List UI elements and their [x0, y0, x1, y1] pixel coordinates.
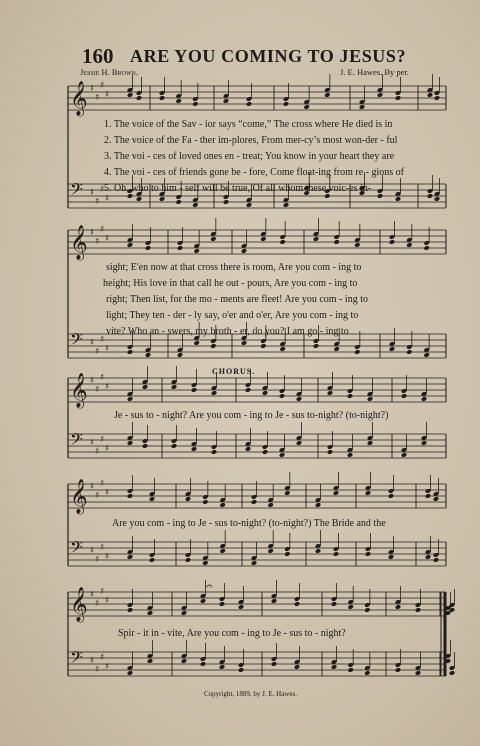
note-head [364, 670, 370, 676]
bass-clef-icon: 𝄢 [70, 429, 83, 453]
note-head [315, 502, 321, 508]
sharp-icon: ♯ [95, 665, 100, 675]
note-head [262, 449, 268, 455]
note-head [389, 239, 395, 245]
note-head [406, 242, 412, 248]
note-head [365, 551, 371, 557]
note-head [193, 248, 199, 254]
note-head [260, 343, 266, 349]
treble-clef-icon: 𝄞 [70, 81, 88, 116]
note-head [219, 601, 225, 607]
bass-clef-icon: 𝄢 [70, 329, 83, 353]
note-head [389, 346, 395, 352]
note-head [175, 199, 181, 205]
note-head [449, 670, 455, 676]
note-head [145, 245, 151, 251]
note-head [245, 387, 251, 393]
note-head [327, 449, 333, 455]
note-head [191, 387, 197, 393]
hymn-title: ARE YOU COMING TO JESUS? [130, 46, 407, 66]
note-head [200, 598, 206, 604]
note-head [142, 443, 148, 449]
note-head [142, 384, 148, 390]
note-head [333, 239, 339, 245]
treble-clef-icon: 𝄞 [70, 373, 88, 408]
note-head [171, 384, 177, 390]
note-head [401, 452, 407, 458]
sharp-icon: ♯ [95, 347, 100, 357]
note-head [367, 396, 373, 402]
sharp-icon: ♯ [105, 444, 110, 454]
note-head [279, 239, 285, 245]
note-head [238, 604, 244, 610]
note-head [434, 95, 440, 101]
sharp-icon: ♯ [95, 237, 100, 247]
note-head [267, 502, 273, 508]
note-head [423, 245, 429, 251]
note-head [294, 601, 300, 607]
note-head [267, 548, 273, 554]
sharp-icon: ♯ [105, 596, 110, 606]
sharp-icon: ♯ [100, 335, 105, 345]
bass-clef-icon: 𝄢 [70, 179, 83, 203]
note-head [315, 548, 321, 554]
hymn-number: 160 [82, 44, 114, 68]
note-head [427, 193, 433, 199]
verse-3-continuation: right; Then list, for the mo - ments are fleet! Are you com - ing to [106, 294, 368, 305]
note-head [331, 664, 337, 670]
sharp-icon: ♯ [105, 488, 110, 498]
note-head [367, 440, 373, 446]
sharp-icon: ♯ [95, 599, 100, 609]
note-head [421, 440, 427, 446]
note-head [238, 667, 244, 673]
sharp-icon: ♯ [95, 447, 100, 457]
note-head [219, 548, 225, 554]
note-head [284, 551, 290, 557]
note-head [127, 554, 133, 560]
note-head [347, 393, 353, 399]
chorus-line-1: Je - sus to - night? Are you com - ing to Je - sus to-night? (to-night?) [114, 410, 389, 421]
sharp-icon: ♯ [100, 653, 105, 663]
note-head [347, 667, 353, 673]
note-head [395, 95, 401, 101]
note-head [434, 196, 440, 202]
composer-credit: J. E. Hawes. By per. [340, 67, 409, 77]
verse-3-line: 3. The voi - ces of loved ones en - treat; You know in your heart they are [104, 151, 395, 162]
note-head [283, 202, 289, 208]
note-head [365, 490, 371, 496]
verse-5-line: 5. Oh, who to him - self will be true, Of all whom these voic-es in- [104, 183, 372, 194]
sharp-icon: ♯ [100, 225, 105, 235]
sharp-icon: ♯ [105, 382, 110, 392]
note-head [279, 346, 285, 352]
sharp-icon: ♯ [105, 344, 110, 354]
note-head [347, 452, 353, 458]
note-head [245, 446, 251, 452]
note-head [191, 446, 197, 452]
note-head [136, 196, 142, 202]
note-head [425, 554, 431, 560]
note-head [127, 193, 133, 199]
sharp-icon: ♯ [90, 482, 95, 492]
note-head [219, 664, 225, 670]
note-head [313, 343, 319, 349]
note-head [347, 604, 353, 610]
sharp-icon: ♯ [95, 491, 100, 501]
treble-clef-icon: 𝄞 [70, 225, 88, 260]
sharp-icon: ♯ [100, 435, 105, 445]
note-head [283, 101, 289, 107]
chorus-line-2: Are you com - ing to Je - sus to-night? (to-night?) The Bride and the [112, 518, 386, 529]
note-head [364, 607, 370, 613]
note-head [359, 104, 365, 110]
note-head [262, 390, 268, 396]
note-head [241, 248, 247, 254]
note-head [327, 390, 333, 396]
sharp-icon: ♯ [100, 543, 105, 553]
sharp-icon: ♯ [90, 188, 95, 198]
note-head [251, 560, 257, 566]
sharp-icon: ♯ [100, 373, 105, 383]
notation-layer [68, 74, 455, 676]
note-head [175, 98, 181, 104]
note-head [127, 92, 133, 98]
note-head [279, 452, 285, 458]
note-head [202, 499, 208, 505]
sharp-icon: ♯ [105, 662, 110, 672]
note-head [149, 557, 155, 563]
copyright-notice: Copyright, 1889, by J. E. Hawes. [204, 690, 297, 698]
note-head [177, 352, 183, 358]
note-head [433, 496, 439, 502]
note-head [210, 236, 216, 242]
note-head [377, 193, 383, 199]
note-head [147, 610, 153, 616]
sharp-icon: ♯ [100, 479, 105, 489]
sharp-icon: ♯ [105, 194, 110, 204]
fermata-icon: 𝄐 [206, 579, 213, 593]
sharp-icon: ♯ [95, 385, 100, 395]
sharp-icon: ♯ [100, 185, 105, 195]
note-head [127, 242, 133, 248]
note-head [127, 670, 133, 676]
sharp-icon: ♯ [105, 234, 110, 244]
note-head [415, 607, 421, 613]
note-head [271, 661, 277, 667]
note-head [279, 393, 285, 399]
note-head [171, 443, 177, 449]
note-head [425, 493, 431, 499]
note-head [246, 202, 252, 208]
note-head [406, 349, 412, 355]
note-head [127, 607, 133, 613]
note-head [388, 493, 394, 499]
verse-2-line: 2. The voice of the Fa - ther im-plores, From mer-cy’s most won-der - ful [104, 135, 398, 146]
sharp-icon: ♯ [90, 84, 95, 94]
note-head [388, 554, 394, 560]
note-head [136, 95, 142, 101]
note-head [181, 658, 187, 664]
note-head [427, 92, 433, 98]
verse-5-continuation: vite? Who an - swers, my broth - er, do you? I am go - ing to [106, 326, 349, 337]
note-head [423, 352, 429, 358]
sharp-icon: ♯ [105, 90, 110, 100]
note-head [177, 245, 183, 251]
note-head [324, 193, 330, 199]
note-head [159, 95, 165, 101]
lyricist-credit: Jessie H. Brown. [80, 67, 138, 77]
verse-4-line: 4. The voi - ces of friends gone be - fore, Come float-ing from re - gions of [104, 167, 405, 178]
note-head [395, 667, 401, 673]
note-head [296, 396, 302, 402]
note-head [271, 598, 277, 604]
note-head [303, 104, 309, 110]
note-head [127, 440, 133, 446]
note-head [149, 496, 155, 502]
sharp-icon: ♯ [95, 93, 100, 103]
note-head [333, 346, 339, 352]
note-head [223, 98, 229, 104]
sharp-icon: ♯ [100, 587, 105, 597]
note-head [211, 449, 217, 455]
note-head [127, 493, 133, 499]
note-head [251, 499, 257, 505]
note-head [145, 352, 151, 358]
bass-clef-icon: 𝄢 [70, 537, 83, 561]
note-head [223, 199, 229, 205]
note-head [294, 664, 300, 670]
bass-clef-icon: 𝄢 [70, 647, 83, 671]
note-head [185, 557, 191, 563]
note-head [193, 340, 199, 346]
note-head [296, 440, 302, 446]
sharp-icon: ♯ [95, 197, 100, 207]
sharp-icon: ♯ [90, 656, 95, 666]
note-head [159, 196, 165, 202]
note-head [284, 490, 290, 496]
note-head [246, 101, 252, 107]
note-head [395, 196, 401, 202]
note-head [395, 604, 401, 610]
note-head [433, 557, 439, 563]
sharp-icon: ♯ [90, 438, 95, 448]
note-head [354, 349, 360, 355]
sharp-icon: ♯ [95, 555, 100, 565]
treble-clef-icon: 𝄞 [70, 587, 88, 622]
sharp-icon: ♯ [100, 81, 105, 91]
note-head [181, 610, 187, 616]
note-head [147, 658, 153, 664]
verse-1-line: 1. The voice of the Sav - ior says “come,” The cross where He died is in [104, 119, 393, 130]
note-head [401, 393, 407, 399]
note-head [192, 202, 198, 208]
note-head [333, 490, 339, 496]
note-head [219, 502, 225, 508]
note-head [354, 242, 360, 248]
sharp-icon: ♯ [90, 590, 95, 600]
chorus-line-3: Spir - it in - vite, Are you com - ing to Je - sus to - night? [118, 628, 346, 639]
sharp-icon: ♯ [90, 546, 95, 556]
note-head [211, 390, 217, 396]
sharp-icon: ♯ [90, 228, 95, 238]
note-head [415, 670, 421, 676]
note-head [192, 101, 198, 107]
verse-1-continuation: sight; E'en now at that cross there is room, Are you com - ing to [106, 262, 362, 273]
note-head [202, 560, 208, 566]
note-head [421, 396, 427, 402]
note-head [200, 661, 206, 667]
note-head [241, 340, 247, 346]
note-head [127, 396, 133, 402]
note-head [333, 551, 339, 557]
sharp-icon: ♯ [105, 552, 110, 562]
verse-4-continuation: light; They ten - der - ly say, o'er and o'er, Are you com - ing to [106, 310, 359, 321]
note-head [260, 236, 266, 242]
verse-2-continuation: height; His love in that call he out - pours, Are you com - ing to [103, 278, 358, 289]
chorus-label: CHORUS. [212, 367, 256, 376]
note-head [210, 343, 216, 349]
note-head [127, 349, 133, 355]
treble-clef-icon: 𝄞 [70, 479, 88, 514]
note-head [324, 92, 330, 98]
note-head [185, 496, 191, 502]
note-head [377, 92, 383, 98]
note-head [313, 236, 319, 242]
note-head [331, 601, 337, 607]
sharp-icon: ♯ [90, 338, 95, 348]
sharp-icon: ♯ [90, 376, 95, 386]
